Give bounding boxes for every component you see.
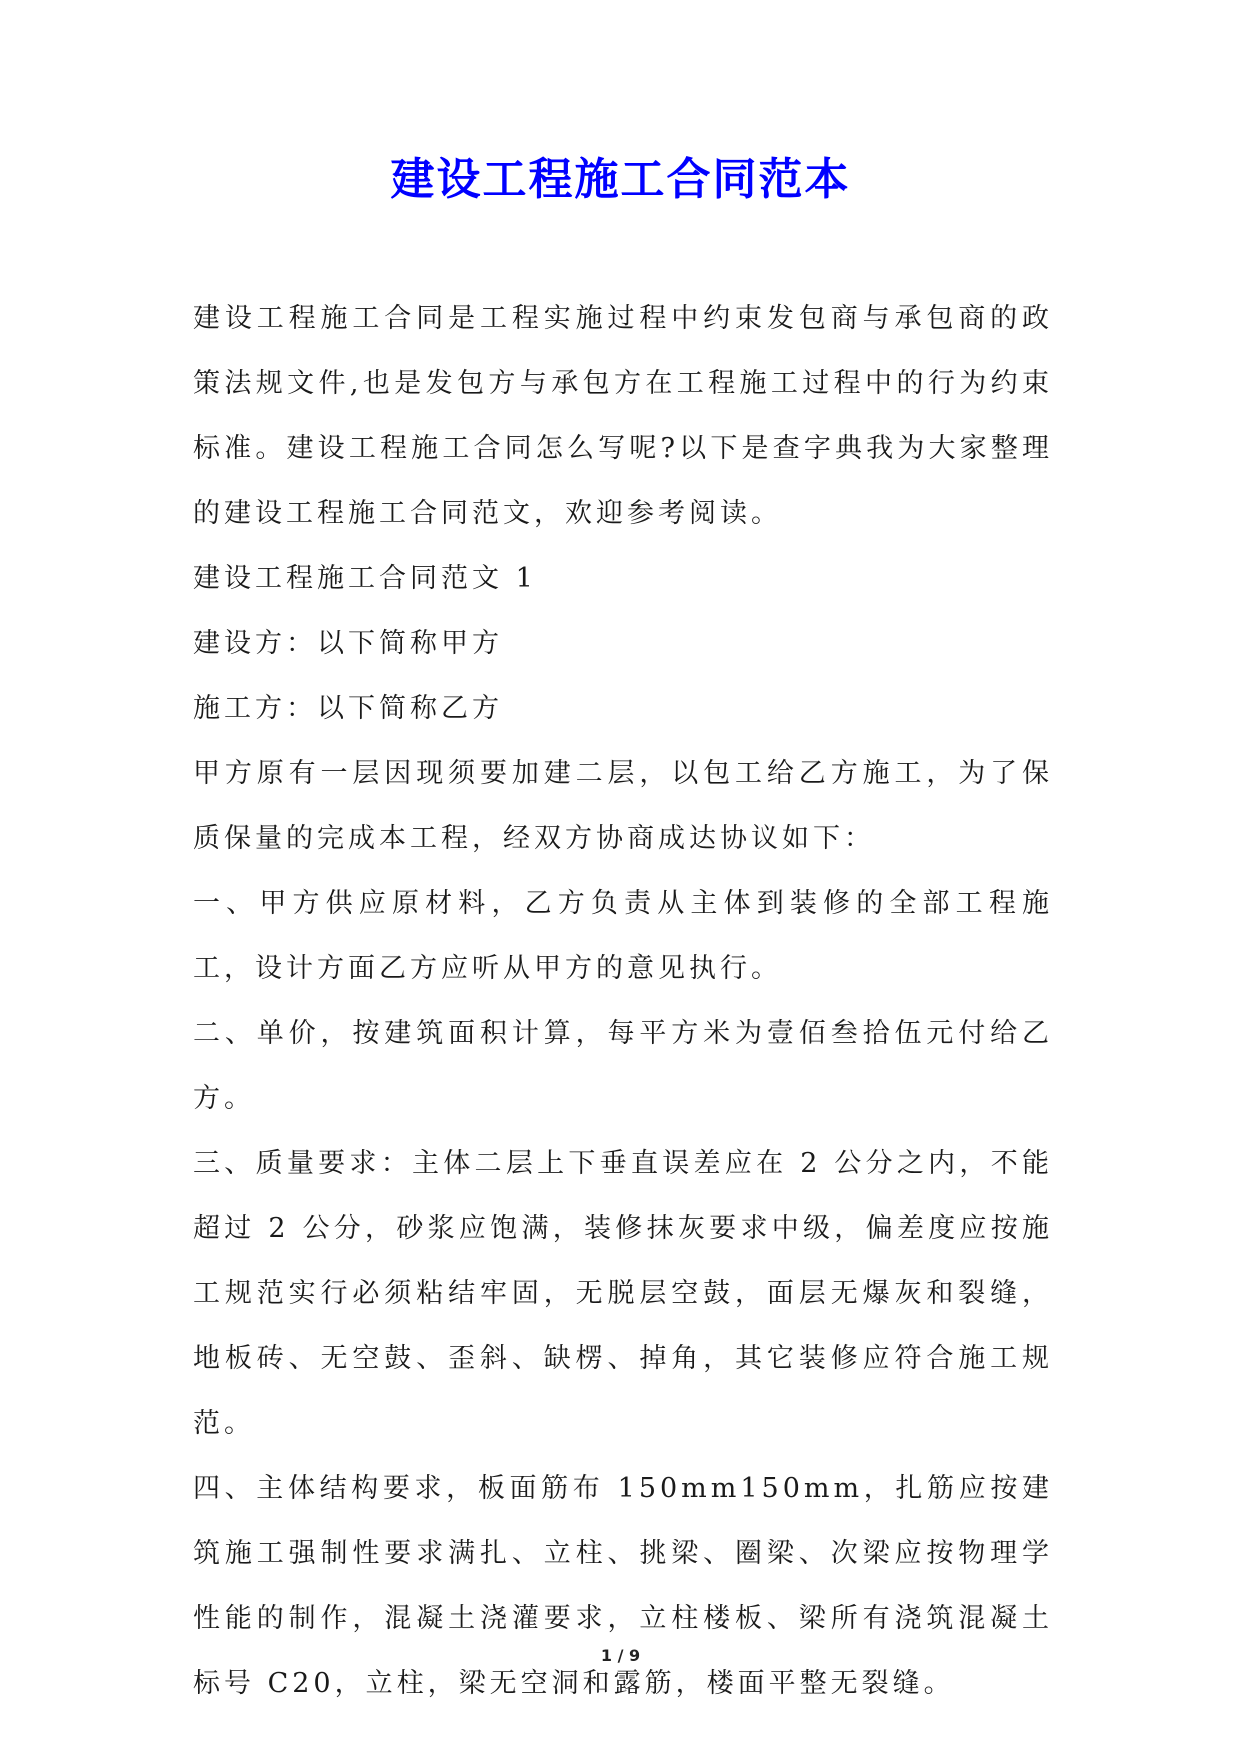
party-b-line: 施工方：以下简称乙方: [193, 693, 503, 724]
page-number: 1 / 9: [600, 1646, 641, 1665]
party-a-line: 建设方：以下简称甲方: [193, 628, 503, 659]
section-heading: 建设工程施工合同范文 1: [193, 563, 537, 594]
clause-2: 二、单价，按建筑面积计算，每平方米为壹佰叁拾伍元付给乙方。: [193, 1018, 1053, 1114]
document-body: [193, 286, 1053, 1716]
clause-1: 一、甲方供应原材料，乙方负责从主体到装修的全部工程施工，设计方面乙方应听从甲方的意见执行。: [193, 888, 1053, 984]
document-title: 建设工程施工合同范本: [390, 154, 851, 205]
clause-4: 四、主体结构要求，板面筋布 150mm150mm，扎筋应按建筑施工强制性要求满扎、立柱、挑梁、圈梁、次梁应按物理学性能的制作，混凝土浇灌要求，立柱楼板、梁所有浇筑混凝土标号 C20，立柱，梁无空洞和露筋，楼面平整无裂缝。: [193, 1473, 1053, 1699]
clause-3: 三、质量要求：主体二层上下垂直误差应在 2 公分之内，不能超过 2 公分，砂浆应饱满，装修抹灰要求中级，偏差度应按施工规范实行必须粘结牢固，无脱层空鼓，面层无爆灰和裂缝，地板砖、无空鼓、歪斜、缺楞、掉角，其它装修应符合施工规范。: [193, 1148, 1053, 1439]
agreement-preamble: 甲方原有一层因现须要加建二层，以包工给乙方施工，为了保质保量的完成本工程，经双方协商成达协议如下：: [193, 758, 1053, 854]
intro-paragraph: 建设工程施工合同是工程实施过程中约束发包商与承包商的政策法规文件,也是发包方与承包方在工程施工过程中的行为约束标准。建设工程施工合同怎么写呢?以下是查字典我为大家整理的建设工程施工合同范文，欢迎参考阅读。: [193, 303, 1053, 529]
